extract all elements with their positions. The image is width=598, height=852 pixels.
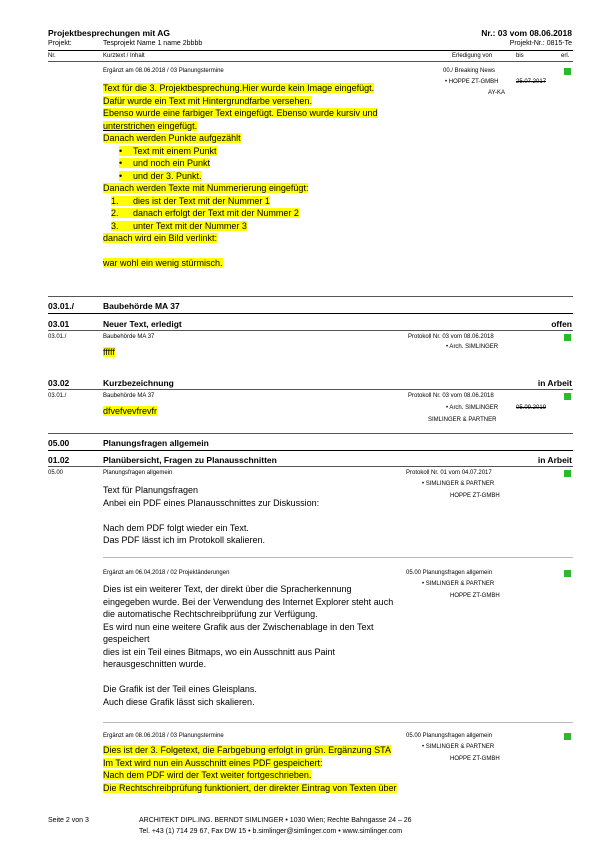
entry-body — [103, 405, 157, 418]
number-marker: 2. — [111, 208, 119, 218]
done-marker — [564, 733, 571, 740]
entry-due-date: 25.07.2017 — [516, 79, 547, 85]
entry-reference: 05.00 Planungsfragen allgemein — [406, 570, 493, 576]
done-marker — [564, 393, 571, 400]
bullet-icon: • — [119, 158, 123, 168]
text-line: herausgeschnitten wurde. — [103, 659, 207, 669]
section-title: Planungsfragen allgemein — [103, 438, 209, 448]
entry-meta: Ergänzt am 08.06.2018 / 03 Planungstermine — [103, 733, 224, 739]
protocol-reference: Protokoll Nr. 03 vom 08.06.2018 — [408, 393, 494, 399]
item-number: 01.02 — [48, 455, 70, 465]
text-line: Ebenso wurde eine farbiger Text eingefügt. Ebenso wurde kursiv und — [103, 108, 378, 118]
item-title: Planübersicht, Fragen zu Planausschnitten — [103, 455, 277, 465]
entry-reference: 00./ Breaking News — [443, 68, 496, 74]
bullet-item: Text mit einem Punkt — [133, 145, 217, 156]
entry-assignee-2: HOPPE ZT-GMBH — [450, 593, 500, 599]
done-marker — [564, 470, 571, 477]
text-line: Das PDF lässt ich im Protokoll skalieren. — [103, 535, 266, 545]
entry-due-date: 05.09.2019 — [516, 405, 547, 411]
done-marker — [564, 334, 571, 341]
item-divider — [48, 330, 573, 331]
text-line: die automatische Rechtschreibprüfung zur Verfügung. — [103, 609, 318, 619]
item-divider — [48, 389, 573, 390]
item-divider — [48, 466, 573, 467]
header-divider — [48, 50, 573, 51]
status-badge: offen — [551, 319, 572, 329]
entry-divider — [103, 557, 573, 558]
text-line: dies ist ein Teil eines Bitmaps, wo ein Ausschnitt aus Paint — [103, 646, 335, 657]
entry-assignee-2: AY-KA — [488, 90, 506, 96]
entry-divider — [103, 722, 573, 723]
section-divider — [48, 433, 573, 434]
numbered-item: dies ist der Text mit der Nummer 1 — [133, 195, 270, 206]
text-line: Danach werden Punkte aufgezählt — [103, 133, 241, 143]
document-title: Projektbesprechungen mit AG — [48, 28, 171, 38]
text-line: war wohl ein wenig stürmisch. — [103, 258, 223, 268]
column-header-done: erl. — [561, 53, 570, 59]
bullet-item: und der 3. Punkt. — [133, 170, 202, 181]
numbered-item: unter Text mit der Nummer 3 — [133, 220, 247, 231]
text-line: dfvefvevfrevfr — [103, 406, 158, 416]
sub-title: Planungsfragen allgemein — [103, 470, 173, 476]
entry-body — [103, 484, 319, 547]
text-line: Es wird nun eine weitere Grafik aus der Zwischenablage in den Text — [103, 621, 374, 632]
section-number: 05.00 — [48, 438, 70, 448]
done-marker — [564, 570, 571, 577]
number-marker: 1. — [111, 195, 119, 206]
text-line: Nach dem PDF wird der Text weiter fortgeschrieben. — [103, 770, 312, 780]
text-line: eingefügt. — [155, 120, 198, 131]
text-line: Im Text wird nun ein Ausschnitt eines PDF gespeichert: — [103, 757, 323, 768]
section-divider — [48, 313, 573, 314]
entry-assignee: • SIMLINGER & PARTNER — [422, 581, 495, 587]
text-line: Die Grafik ist der Teil eines Gleisplans. — [103, 684, 257, 694]
text-line: Auch diese Grafik lässt sich skalieren. — [103, 696, 255, 707]
text-line: Dies ist ein weiterer Text, der direkt über die Spracherkennung — [103, 584, 352, 594]
entry-body — [103, 583, 393, 708]
text-line: fffff — [103, 347, 115, 357]
bullet-icon: • — [119, 170, 123, 181]
project-name: Tesprojekt Name 1 name 2bbbb — [103, 40, 203, 47]
text-line: Danach werden Texte mit Nummerierung eingefügt: — [103, 183, 309, 193]
entry-assignee: • Arch. SIMLINGER — [446, 405, 499, 411]
entry-assignee: • Arch. SIMLINGER — [446, 344, 499, 350]
entry-body — [103, 82, 378, 270]
column-header-divider — [48, 61, 573, 62]
text-line: Text für die 3. Projektbesprechung.Hier wurde kein Image eingefügt. — [103, 83, 375, 93]
text-line: Text für Planungsfragen — [103, 485, 199, 495]
protocol-number: Nr.: 03 vom 08.06.2018 — [481, 28, 572, 38]
text-line: danach wird ein Bild verlinkt: — [103, 233, 218, 243]
item-number: 03.02 — [48, 378, 70, 388]
column-header-assignee: Erledigung von — [452, 53, 493, 59]
entry-body — [103, 346, 115, 359]
sub-number: 03.01./ — [48, 393, 67, 399]
protocol-reference: Protokoll Nr. 03 vom 08.06.2018 — [408, 334, 494, 340]
sub-title: Baubehörde MA 37 — [103, 393, 155, 399]
underlined-text: unterstrichen — [103, 120, 156, 131]
number-marker: 3. — [111, 220, 119, 231]
bullet-item: und noch ein Punkt — [133, 158, 211, 168]
footer-contact: Tel. +43 (1) 714 29 67, Fax DW 15 • b.simlinger@simlinger.com • www.simlinger.com — [139, 828, 403, 835]
entry-assignee-2: SIMLINGER & PARTNER — [428, 417, 497, 423]
section-title: Baubehörde MA 37 — [103, 301, 180, 311]
section-divider — [48, 450, 573, 451]
entry-assignee-2: HOPPE ZT-GMBH — [450, 493, 500, 499]
entry-reference: 05.00 Planungsfragen allgemein — [406, 733, 493, 739]
entry-assignee: • SIMLINGER & PARTNER — [422, 481, 495, 487]
entry-body — [103, 744, 397, 794]
item-number: 03.01 — [48, 319, 70, 329]
sub-number: 03.01./ — [48, 334, 67, 340]
section-number: 03.01./ — [48, 301, 74, 311]
column-header-content: Kurztext / Inhalt — [103, 53, 145, 59]
project-number: Projekt-Nr.: 0815-Te — [509, 40, 572, 47]
entry-assignee-2: HOPPE ZT-GMBH — [450, 756, 500, 762]
sub-title: Baubehörde MA 37 — [103, 334, 155, 340]
project-label: Projekt: — [48, 40, 72, 47]
text-line: Nach dem PDF folgt wieder ein Text. — [103, 522, 249, 533]
status-badge: in Arbeit — [537, 455, 572, 465]
column-header-nr: Nr. — [48, 53, 56, 59]
text-line: Anbei ein PDF eines Planausschnittes zur Diskussion: — [103, 497, 320, 508]
numbered-item: danach erfolgt der Text mit der Nummer 2 — [133, 208, 299, 218]
protocol-reference: Protokoll Nr. 01 vom 04.07.2017 — [406, 470, 492, 476]
sub-number: 05.00 — [48, 470, 64, 476]
entry-meta: Ergänzt am 06.04.2018 / 02 Projektänderungen — [103, 570, 230, 576]
text-line: Die Rechtschreibprüfung funktioniert, der direkter Eintrag von Texten über — [103, 782, 397, 793]
item-title: Kurzbezeichnung — [103, 378, 174, 388]
item-title: Neuer Text, erledigt — [103, 319, 182, 329]
text-line: Dafür wurde ein Text mit Hintergrundfarbe versehen. — [103, 95, 312, 106]
done-marker — [564, 68, 571, 75]
text-line: eingegeben wurde. Bei der Verwendung des Internet Explorer steht auch — [103, 596, 394, 607]
text-line: Dies ist der 3. Folgetext, die Farbgebung erfolgt in grün. Ergänzung STA — [103, 745, 391, 755]
entry-meta: Ergänzt am 08.06.2018 / 03 Planungstermine — [103, 68, 224, 74]
entry-assignee: • HOPPE ZT-GMBH — [445, 79, 499, 85]
status-badge: in Arbeit — [537, 378, 572, 388]
section-divider — [48, 296, 573, 297]
text-line: gespeichert — [103, 634, 150, 644]
column-header-due: bis — [516, 53, 524, 59]
footer-address: ARCHITEKT DIPL.ING. BERNDT SIMLINGER • 1030 Wien; Rechte Bahngasse 24 – 26 — [139, 817, 412, 824]
bullet-icon: • — [119, 145, 123, 156]
entry-assignee: • SIMLINGER & PARTNER — [422, 744, 495, 750]
page-number: Seite 2 von 3 — [48, 817, 89, 824]
